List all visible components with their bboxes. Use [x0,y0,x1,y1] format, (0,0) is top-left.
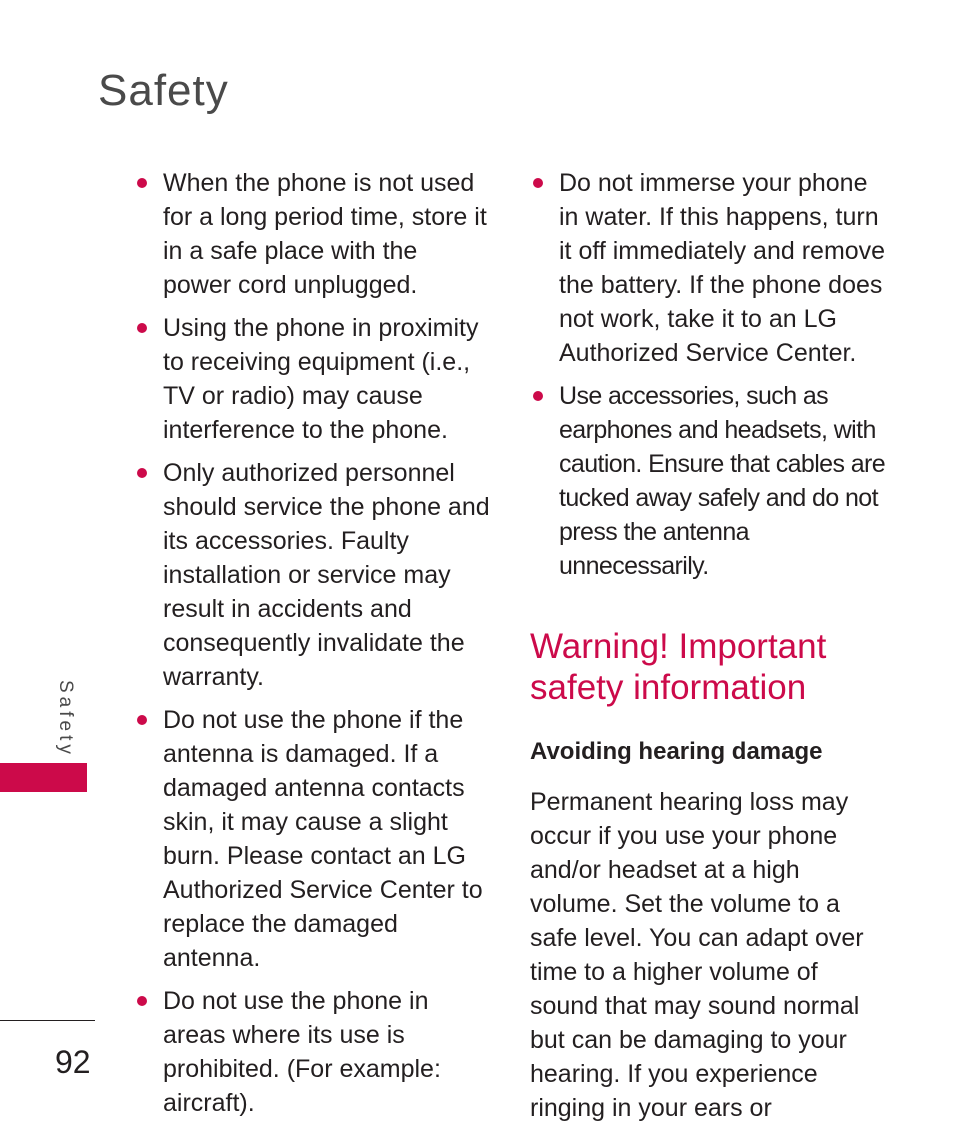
list-item-text: Do not use the phone if the antenna is damaged. If a damaged antenna contacts skin, it may cause a slight burn. Please contact an LG Authorized Service Center to replace the damaged antenna. [163,706,483,972]
section-subheading: Avoiding hearing damage [530,738,823,765]
list-item [526,166,886,370]
list-item [130,166,490,302]
list-item-text: Use accessories, such as earphones and headsets, with caution. Ensure that cables are tucked away safely and do not press the antenna unnecessarily. [559,382,886,580]
bullet-dot-icon [137,715,147,725]
side-section-label: Safety [55,680,76,758]
bullet-dot-icon [137,468,147,478]
list-item [526,379,886,583]
right-bullet-list [526,166,886,583]
list-item [130,311,490,447]
side-section-tab [0,763,87,792]
page-number: 92 [55,1044,91,1080]
bullet-dot-icon [533,391,543,401]
warning-heading: Warning! Important safety information [530,627,827,707]
left-bullet-list [130,166,490,1120]
list-item-text: Using the phone in proximity to receiving equipment (i.e., TV or radio) may cause interference to the phone. [163,314,479,444]
list-item-text: Only authorized personnel should service the phone and its accessories. Faulty installation or service may result in accidents and consequently invalidate the warranty. [163,459,490,691]
bullet-dot-icon [137,996,147,1006]
footer-divider [0,1020,95,1021]
list-item [130,984,490,1120]
list-item-text: Do not immerse your phone in water. If this happens, turn it off immediately and remove the battery. If the phone does not work, take it to an LG Authorized Service Center. [559,169,886,367]
list-item-text: When the phone is not used for a long period time, store it in a safe place with the power cord unplugged. [163,169,487,299]
bullet-dot-icon [533,178,543,188]
bullet-dot-icon [137,323,147,333]
right-column [526,166,886,1125]
list-item [130,456,490,694]
list-item [130,703,490,975]
bullet-dot-icon [137,178,147,188]
left-column [130,166,490,1129]
body-paragraph: Permanent hearing loss may occur if you use your phone and/or headset at a high volume. Set the volume to a safe level. You can adapt over time to a higher volume of sound that may sound normal but can be damaging to your hearing. If you experience ringing in your ears or [530,788,864,1122]
list-item-text: Do not use the phone in areas where its use is prohibited. (For example: aircraft). [163,987,441,1117]
page-title: Safety [98,66,229,115]
